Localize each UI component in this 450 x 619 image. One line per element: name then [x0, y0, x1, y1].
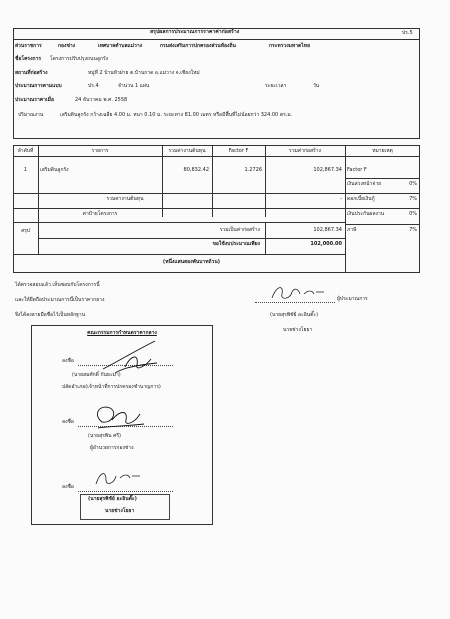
estimator-title: นายช่างโยธา — [283, 327, 313, 333]
col-header-no: ลำดับที่ — [17, 148, 34, 154]
info-frame — [13, 28, 420, 139]
department: กรมส่งเสริมการปกครองส่วนท้องถิ่น — [160, 43, 236, 49]
m3-signature — [92, 466, 142, 490]
ministry: กระทรวงมหาดไทย — [269, 43, 311, 49]
duration-label: ระยะเวลา — [265, 83, 287, 89]
note-interest-label: ดอกเบี้ยเงินกู้ — [347, 196, 375, 202]
note-tax-label: ภาษี — [347, 227, 357, 233]
row-cost: 80,832.42 — [183, 167, 209, 173]
note-divider — [345, 208, 420, 209]
note-divider — [345, 193, 420, 194]
note-interest-value: 7% — [409, 196, 417, 202]
col-divider — [212, 145, 213, 217]
m2-sign-label: ลงชื่อ — [62, 419, 74, 425]
estimator-role: ผู้ประมาณการ — [337, 296, 368, 302]
col-header-notes: หมายเหตุ — [372, 148, 393, 154]
form-label: ประมาณการตามแบบ — [15, 83, 62, 89]
grand-total-label: รวมเป็นค่าก่อสร้าง — [219, 227, 260, 233]
grand-total-value: 102,867.34 — [313, 227, 342, 233]
col-header-factor: Factor F — [228, 148, 249, 154]
budget-divider — [38, 238, 345, 239]
title-divider — [13, 39, 420, 40]
form-code: ปร.5 — [402, 30, 413, 36]
duration-unit: วัน — [313, 83, 320, 89]
certify-line-2: และให้ยึดถือประมาณการนี้เป็นราคากลาง — [15, 297, 105, 303]
col-divider — [162, 145, 163, 217]
table-header-divider — [13, 156, 420, 157]
budget-label: ขอใช้งบประมาณเพียง — [212, 241, 260, 247]
m1-signature — [95, 337, 170, 377]
estimator-signature — [268, 282, 330, 304]
row-no: 1 — [23, 167, 28, 173]
note-factor-label: Factor F — [347, 167, 367, 173]
project-value: โครงการปรับปรุงถนนลูกรัง — [50, 56, 109, 62]
words-divider — [13, 254, 345, 255]
budget-words: (หนึ่งแสนสองพันบาทถ้วน) — [162, 259, 221, 265]
col-header-cost: รวมค่างานต้นทุน — [168, 148, 206, 154]
m2-signature — [88, 400, 150, 432]
summary-label: สรุป — [21, 228, 30, 234]
scope-label: ปริมาณงาน — [18, 112, 44, 118]
project-label: ชื่อโครงการ — [15, 56, 42, 62]
m2-name: (นายสุรพิน ศรี) — [88, 433, 121, 439]
note-divider — [345, 178, 420, 179]
note-divider — [345, 224, 420, 225]
municipality: เทศบาลตำบลแม่วาง — [98, 43, 143, 49]
row-item: เสริมดินลูกรัง — [40, 167, 69, 173]
document-title: สรุปผลการประมาณการราคาค่าก่อสร้าง — [150, 29, 240, 35]
date-label: ประมาณราคาเมื่อ — [15, 97, 54, 103]
date-value: 24 ธันวาคม พ.ศ. 2558 — [75, 97, 128, 103]
note-advance-value: 0% — [409, 181, 417, 187]
row-factor: 1.2726 — [244, 167, 262, 173]
note-guarantee-value: 0% — [409, 211, 417, 217]
budget-value: 102,000.00 — [310, 241, 342, 247]
m1-sign-label: ลงชื่อ — [62, 358, 74, 364]
certify-line-1: ได้ตรวจสอบแล้ว เห็นชอบกับโครงการนี้ — [15, 282, 100, 288]
tax-divider — [13, 208, 345, 209]
m3-sign-line — [78, 491, 173, 492]
site-value: หมู่ที่ 2 บ้านหัวฝาย ต.บ้านกาด อ.แม่วาง จ.เชียงใหม่ — [88, 70, 200, 76]
form-value: ปร.4 — [88, 83, 99, 89]
m2-role: ผู้อำนวยการกองช่าง — [90, 445, 134, 451]
tax-label: ค่าป้ายโครงการ — [82, 211, 118, 217]
row-total: 102,867.34 — [313, 167, 342, 173]
note-tax-value: 7% — [409, 227, 417, 233]
m1-name: (นายสมศักดิ์ กันธะมา) — [72, 372, 121, 378]
agency-value: กองช่าง — [58, 43, 76, 49]
sum-cost-value: - — [340, 196, 342, 202]
scope-value: เสริมดินลูกรัง กว้างเฉลี่ย 4.00 ม. หนา 0.10 ม. ระยะทาง 81.00 เมตร หรือมีพื้นที่ไม่น้อยกว่า 324.00 ตร.ม. — [60, 112, 293, 118]
sum-divider — [13, 193, 345, 194]
m3-role: นายช่างโยธา — [105, 508, 135, 514]
sum-cost-label: รวมค่างานต้นทุน — [106, 196, 144, 202]
col-header-item: รายการ — [91, 148, 109, 154]
site-label: สถานที่ก่อสร้าง — [15, 70, 48, 76]
agency-label: ส่วนราชการ — [15, 43, 42, 49]
committee-title: คณะกรรมการกำหนดราคากลาง — [87, 330, 157, 336]
certify-line-3: จึงได้ลงลายมือชื่อไว้เป็นหลักฐาน — [15, 312, 86, 318]
estimator-name: (นายสุรพิชัย์ อะอินตั๊ะ) — [270, 312, 319, 318]
note-advance-label: เงินล่วงหน้าจ่าย — [347, 181, 382, 187]
note-guarantee-label: เงินประกันผลงาน — [347, 211, 385, 217]
col-divider — [38, 145, 39, 222]
quantity: จำนวน 1 แผ่น — [118, 83, 150, 89]
col-divider — [265, 145, 266, 217]
m1-role: ปลัดอำเภอ(เจ้าหน้าที่การปกครองชำนาญการ) — [62, 384, 161, 390]
summary-divider — [13, 222, 345, 223]
m3-sign-label: ลงชื่อ — [62, 484, 74, 490]
col-header-total: รวมค่าก่อสร้าง — [289, 148, 321, 154]
m3-name: (นายสุรพิชัย์ อะอินตั๊ะ) — [88, 496, 137, 502]
col-divider — [345, 145, 346, 273]
